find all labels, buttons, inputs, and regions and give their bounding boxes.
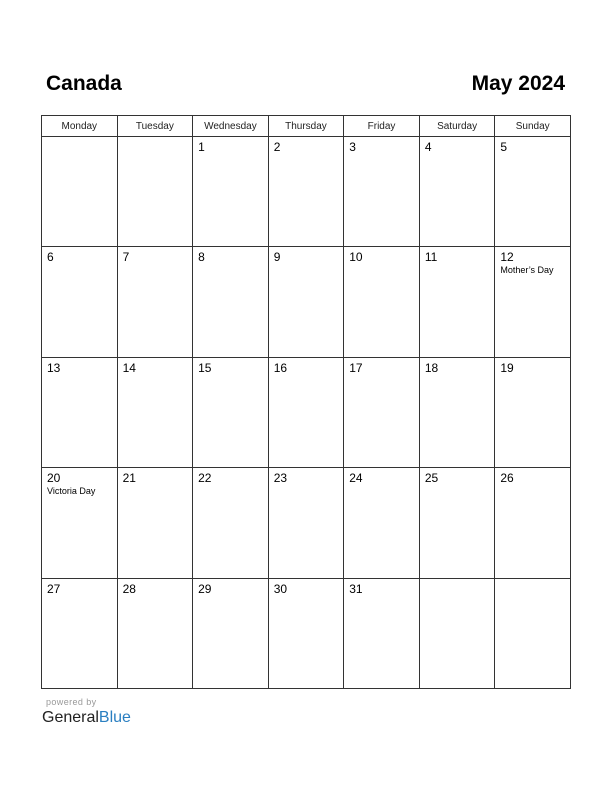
generalblue-logo[interactable] — [42, 708, 131, 728]
day-cell — [268, 137, 344, 247]
day-cell — [268, 357, 344, 467]
week-row — [42, 137, 571, 247]
holiday-label: Victoria Day — [47, 486, 96, 497]
day-number: 22 — [198, 471, 212, 486]
logo-text-blue: Blue — [98, 709, 131, 726]
day-cell — [344, 137, 420, 247]
day-cell — [344, 247, 420, 357]
day-cell — [42, 357, 118, 467]
weekday-header-monday: Monday — [42, 116, 118, 137]
empty-day-cell — [495, 578, 571, 688]
day-number: 9 — [273, 250, 281, 265]
empty-day-cell — [419, 578, 495, 688]
day-cell — [419, 247, 495, 357]
day-number: 4 — [424, 140, 432, 154]
day-cell — [42, 468, 118, 578]
day-cell — [495, 357, 571, 467]
day-number: 24 — [349, 471, 363, 486]
powered-by-text: powered by — [46, 697, 97, 707]
day-cell — [495, 468, 571, 578]
day-number: 13 — [47, 360, 61, 375]
day-number: 16 — [273, 360, 288, 375]
day-number: 8 — [198, 250, 205, 265]
day-number: 26 — [500, 471, 514, 486]
day-number: 31 — [349, 581, 363, 596]
day-cell — [42, 578, 118, 688]
day-cell — [193, 247, 269, 357]
weekday-header-sunday: Sunday — [495, 116, 571, 137]
week-row — [42, 578, 571, 688]
day-cell — [117, 247, 193, 357]
day-number: 28 — [122, 581, 136, 596]
day-number: 25 — [424, 471, 439, 486]
week-row — [42, 357, 571, 467]
logo-text-general: General — [42, 709, 99, 726]
day-number: 21 — [122, 471, 136, 486]
calendar-grid — [41, 115, 571, 689]
day-number: 18 — [424, 360, 439, 375]
day-number: 10 — [349, 250, 363, 265]
day-number: 14 — [122, 360, 136, 375]
weekday-header-tuesday: Tuesday — [117, 116, 193, 137]
day-cell — [42, 247, 118, 357]
day-number: 27 — [47, 581, 61, 596]
day-cell — [419, 137, 495, 247]
day-number: 20 — [47, 471, 61, 486]
day-number: 17 — [349, 360, 363, 375]
day-number: 7 — [122, 250, 130, 265]
day-number: 23 — [273, 471, 288, 486]
day-number: 11 — [424, 250, 438, 265]
weekday-header-saturday: Saturday — [419, 116, 495, 137]
day-number: 1 — [198, 140, 205, 154]
day-cell — [268, 468, 344, 578]
day-cell — [117, 578, 193, 688]
empty-day-cell — [117, 137, 193, 247]
weekday-header-wednesday: Wednesday — [193, 116, 269, 137]
day-number: 12 — [500, 250, 514, 265]
holiday-label: Mother’s Day — [500, 265, 554, 276]
weekday-header-thursday: Thursday — [268, 116, 344, 137]
day-cell — [193, 468, 269, 578]
day-number: 30 — [273, 581, 288, 596]
day-cell — [268, 578, 344, 688]
day-cell — [193, 357, 269, 467]
weekday-header-friday: Friday — [344, 116, 420, 137]
day-cell — [117, 357, 193, 467]
day-cell — [344, 357, 420, 467]
day-cell — [419, 357, 495, 467]
weekday-header-row — [42, 116, 571, 137]
day-number: 6 — [47, 250, 54, 265]
country-title: Canada — [46, 72, 122, 95]
day-number: 5 — [500, 140, 508, 154]
day-cell — [193, 137, 269, 247]
week-row — [42, 468, 571, 578]
day-cell — [193, 578, 269, 688]
day-cell — [344, 578, 420, 688]
day-number: 3 — [349, 140, 356, 154]
day-number: 19 — [500, 360, 514, 375]
day-cell — [419, 468, 495, 578]
month-year-title: May 2024 — [471, 72, 565, 95]
day-cell — [495, 137, 571, 247]
day-cell — [344, 468, 420, 578]
empty-day-cell — [42, 137, 118, 247]
day-cell — [495, 247, 571, 357]
day-number: 2 — [273, 140, 281, 154]
week-row — [42, 247, 571, 357]
day-cell — [268, 247, 344, 357]
day-cell — [117, 468, 193, 578]
day-number: 29 — [198, 581, 212, 596]
day-number: 15 — [198, 360, 212, 375]
